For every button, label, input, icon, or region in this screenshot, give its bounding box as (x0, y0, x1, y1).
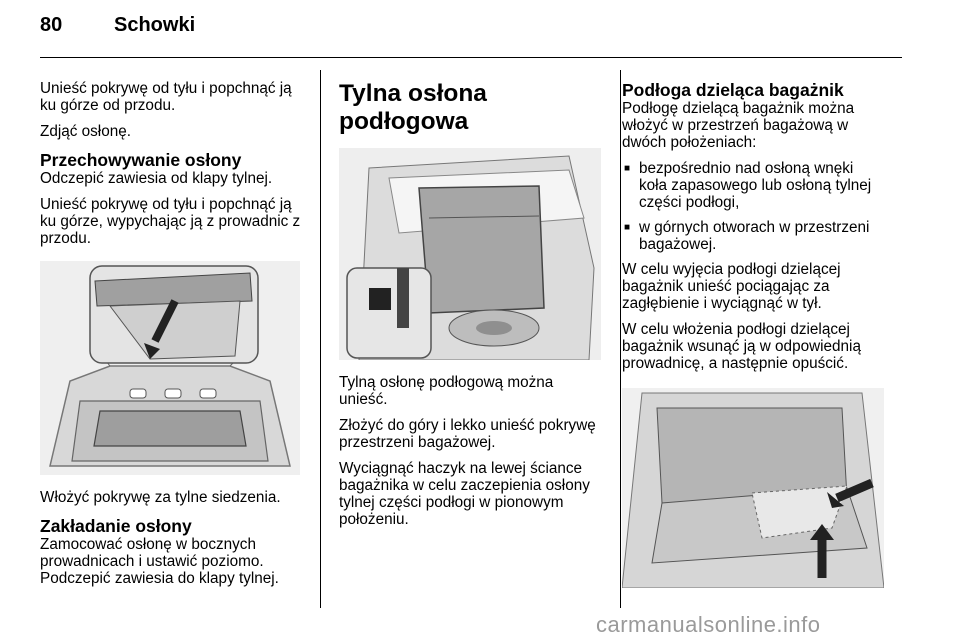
paragraph: W celu wyjęcia podłogi dzielącej bagażnik unieść pociągając za zagłębienie i wyciągnąć w tył. (622, 261, 841, 312)
watermark: carmanualsonline.info (596, 612, 821, 637)
paragraph: Zamocować osłonę w bocznych prowadnicach i ustawić poziomo. Podczepić zawiesia do klapy tylnej. (40, 536, 279, 587)
column-left (40, 80, 302, 596)
bullet-list (622, 160, 884, 253)
list-item: ■ bezpośrednio nad osłoną wnęki koła zapasowego lub osłoną tylnej części podłogi, (622, 160, 884, 211)
paragraph: W celu włożenia podłogi dzielącej bagażnik wsunąć ją w odpowiednią prowadnicę, a następnie opuścić. (622, 321, 861, 372)
cover-storage-illustration (40, 261, 300, 475)
paragraph: Wyciągnąć haczyk na lewej ściance bagażnika w celu zaczepienia osłony tylnej części podłogi w pionowym położeniu. (339, 460, 590, 528)
paragraph: Unieść pokrywę od tyłu i popchnąć ją ku górze, wypychając ją z prowadnic z przodu. (40, 196, 301, 247)
list-item: ■ w górnych otworach w przestrzeni bagażowej. (622, 219, 884, 253)
header-rule (40, 57, 902, 58)
load-floor-illustration (622, 388, 884, 588)
page-number: 80 (40, 14, 63, 36)
page-header (40, 14, 195, 37)
paragraph: Podłogę dzielącą bagażnik można włożyć w przestrzeń bagażową w dwóch położeniach: (622, 100, 855, 151)
column-divider (320, 70, 321, 608)
column-middle (339, 80, 601, 537)
paragraph: Złożyć do góry i lekko unieść pokrywę przestrzeni bagażowej. (339, 417, 596, 451)
section-title: Tylna osłona podłogowa (339, 80, 487, 135)
paragraph: Zdjąć osłonę. (40, 123, 131, 140)
paragraph: Unieść pokrywę od tyłu i popchnąć ją ku górze od przodu. (40, 80, 292, 114)
paragraph: Włożyć pokrywę za tylne siedzenia. (40, 489, 281, 506)
rear-floor-cover-illustration (339, 148, 601, 360)
figure-load-floor (622, 388, 884, 588)
column-right (622, 80, 884, 602)
section-heading: Przechowywanie osłony (40, 150, 242, 170)
figure-cover-storage (40, 261, 300, 475)
figure-rear-floor-cover (339, 148, 601, 360)
page-title: Schowki (114, 14, 196, 36)
paragraph: Odczepić zawiesia od klapy tylnej. (40, 170, 273, 187)
section-heading: Zakładanie osłony (40, 516, 192, 536)
column-divider (620, 70, 621, 608)
paragraph: Tylną osłonę podłogową można unieść. (339, 374, 554, 408)
section-heading: Podłoga dzieląca bagażnik (622, 80, 844, 100)
